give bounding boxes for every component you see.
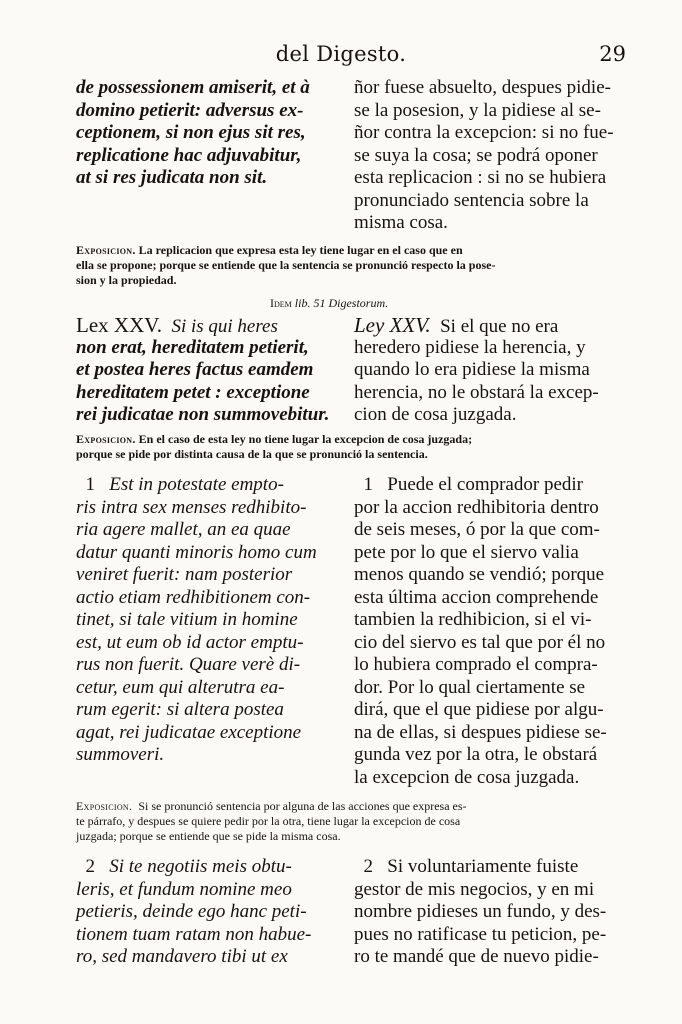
page-number: 29 <box>599 42 626 66</box>
paragraph-number: 1 <box>85 474 95 495</box>
latin-line: rei judicatae non summovebitur. <box>76 404 330 425</box>
latin-line: veniret fuerit: nam posterior <box>76 564 293 585</box>
spanish-line: dirá, que el que pidiese por algu- <box>354 699 604 720</box>
latin-line: datur quanti minoris homo cum <box>76 541 317 563</box>
latin-line: cetur, eum qui alterutra ea- <box>76 676 285 698</box>
exposicion-label: Exposicion. <box>76 432 136 446</box>
spanish-line: menos quando se vendió; porque <box>354 564 605 585</box>
paragraph-number: 2 <box>85 856 95 877</box>
exposicion-label: Exposicion. <box>76 799 133 813</box>
spanish-line: heredero pidiese la herencia, y <box>354 336 586 358</box>
spanish-line: lo hubiera comprado el compra- <box>354 654 598 675</box>
spanish-line: por la accion redhibitoria dentro <box>354 496 599 518</box>
latin-column-3 <box>76 474 342 767</box>
exposicion-note-1 <box>76 243 632 288</box>
spanish-line: Si el que no era <box>440 316 559 337</box>
latin-line: tionem tuam ratam non habue- <box>76 923 312 945</box>
latin-line: ris intra sex menses redhibito- <box>76 496 307 518</box>
spanish-column-4 <box>354 856 626 969</box>
exposicion-text: En el caso de esta ley no tiene lugar la excepcion de cosa juzgada; <box>138 432 473 446</box>
paragraph-number: 1 <box>363 474 373 495</box>
source-idem: Idem <box>270 296 292 310</box>
latin-line: domino petierit: adversus ex- <box>76 99 304 121</box>
latin-line: ria agere mallet, an ea quae <box>76 519 291 540</box>
exposicion-label: Exposicion. <box>76 243 136 257</box>
exposicion-text: La replicacion que expresa esta ley tiene lugar en el caso que en <box>138 243 463 257</box>
spanish-line: quando lo era pidiese la misma <box>354 359 590 380</box>
latin-line: Est in potestate empto- <box>109 474 284 495</box>
latin-line: at si res judicata non sit. <box>76 167 268 188</box>
spanish-line: gunda vez por la otra, le obstará <box>354 744 598 765</box>
exposicion-text: juzgada; porque se entiende que se pide la misma cosa. <box>76 829 341 843</box>
latin-line: hereditatem petet : exceptione <box>76 381 310 403</box>
latin-line: actio etiam redhibitionem con- <box>76 586 311 608</box>
exposicion-text: porque se pide por distinta causa de la que se pronunció la sentencia. <box>76 447 428 461</box>
spanish-line: pete por lo que el siervo valia <box>354 541 579 563</box>
exposicion-note-2 <box>76 432 632 462</box>
ley-heading: Ley XXV. <box>354 313 431 337</box>
spanish-line: nombre pidieses un fundo, y des- <box>354 901 607 922</box>
spanish-line: ro te mandé que de nuevo pidie- <box>354 946 599 967</box>
spanish-line: esta última accion comprehende <box>354 586 599 608</box>
latin-line: Si te negotiis meis obtu- <box>109 856 292 877</box>
source-citation <box>270 296 388 311</box>
spanish-line: de seis meses, ó por la que com- <box>354 519 600 540</box>
spanish-line: na de ellas, si despues pidiese se- <box>354 721 607 743</box>
spanish-line: ñor fuese absuelto, despues pidie- <box>354 77 611 98</box>
exposicion-text: ella se propone; porque se entiende que la sentencia se pronunció respecto la pose- <box>76 258 496 272</box>
spanish-line: ñor contra la excepcion: si no fue- <box>354 122 614 143</box>
latin-line: ceptionem, si non ejus sit res, <box>76 122 306 143</box>
spanish-column-3 <box>354 474 626 789</box>
latin-column-4 <box>76 856 342 969</box>
latin-line: leris, et fundum nomine meo <box>76 878 292 900</box>
paragraph-number: 2 <box>363 856 373 877</box>
spanish-line: Puede el comprador pedir <box>387 474 583 495</box>
exposicion-text: Si se pronunció sentencia por alguna de las acciones que expresa es- <box>138 799 467 813</box>
spanish-line: pues no ratificase tu peticion, pe- <box>354 923 607 945</box>
page-header <box>0 38 682 72</box>
spanish-line: gestor de mis negocios, y en mi <box>354 878 595 900</box>
spanish-column-2 <box>354 314 626 427</box>
spanish-line: cio del siervo es tal que por él no <box>354 631 606 653</box>
latin-column-2 <box>76 314 342 427</box>
spanish-line: herencia, no le obstará la excep- <box>354 381 599 403</box>
exposicion-text: sion y la propiedad. <box>76 273 177 287</box>
spanish-line: la excepcion de cosa juzgada. <box>354 766 580 788</box>
spanish-line: cion de cosa juzgada. <box>354 404 517 425</box>
spanish-line: se la posesion, y la pidiese al se- <box>354 99 601 121</box>
spanish-column-1 <box>354 77 626 235</box>
latin-column-1 <box>76 77 342 190</box>
latin-line: et postea heres factus eamdem <box>76 359 314 380</box>
latin-line: replicatione hac adjuvabitur, <box>76 144 302 166</box>
latin-line: ro, sed mandavero tibi ut ex <box>76 946 288 967</box>
latin-line: de possessionem amiserit, et à <box>76 77 310 98</box>
latin-line: tinet, si tale vitium in homine <box>76 609 298 630</box>
spanish-line: esta replicacion : si no se hubiera <box>354 167 607 188</box>
latin-line: rus non fuerit. Quare verè di- <box>76 654 301 675</box>
latin-line: non erat, hereditatem petierit, <box>76 336 309 358</box>
exposicion-note-3 <box>76 799 632 844</box>
latin-line: petieris, deinde ego hanc peti- <box>76 901 307 922</box>
latin-line: agat, rei judicatae exceptione <box>76 721 302 743</box>
spanish-line: dor. Por lo qual ciertamente se <box>354 676 586 698</box>
latin-line: est, ut eum ob id actor emptu- <box>76 631 304 653</box>
running-title: del Digesto. <box>275 42 407 66</box>
latin-line: Si is qui heres <box>171 316 278 337</box>
lex-heading: Lex XXV. <box>76 313 162 337</box>
source-reference: lib. 51 Digestorum. <box>294 296 389 310</box>
latin-line: summoveri. <box>76 744 165 765</box>
spanish-line: pronunciado sentencia sobre la <box>354 189 589 211</box>
spanish-line: tambien la redhibicion, si el vi- <box>354 609 592 630</box>
spanish-line: Si voluntariamente fuiste <box>387 856 579 877</box>
spanish-line: misma cosa. <box>354 212 448 233</box>
exposicion-text: te párrafo, y despues se quiere pedir por la otra, tiene lugar la excepcion de cosa <box>76 814 461 828</box>
latin-line: rum egerit: si altera postea <box>76 699 284 720</box>
spanish-line: se suya la cosa; se podrá oponer <box>354 144 598 166</box>
